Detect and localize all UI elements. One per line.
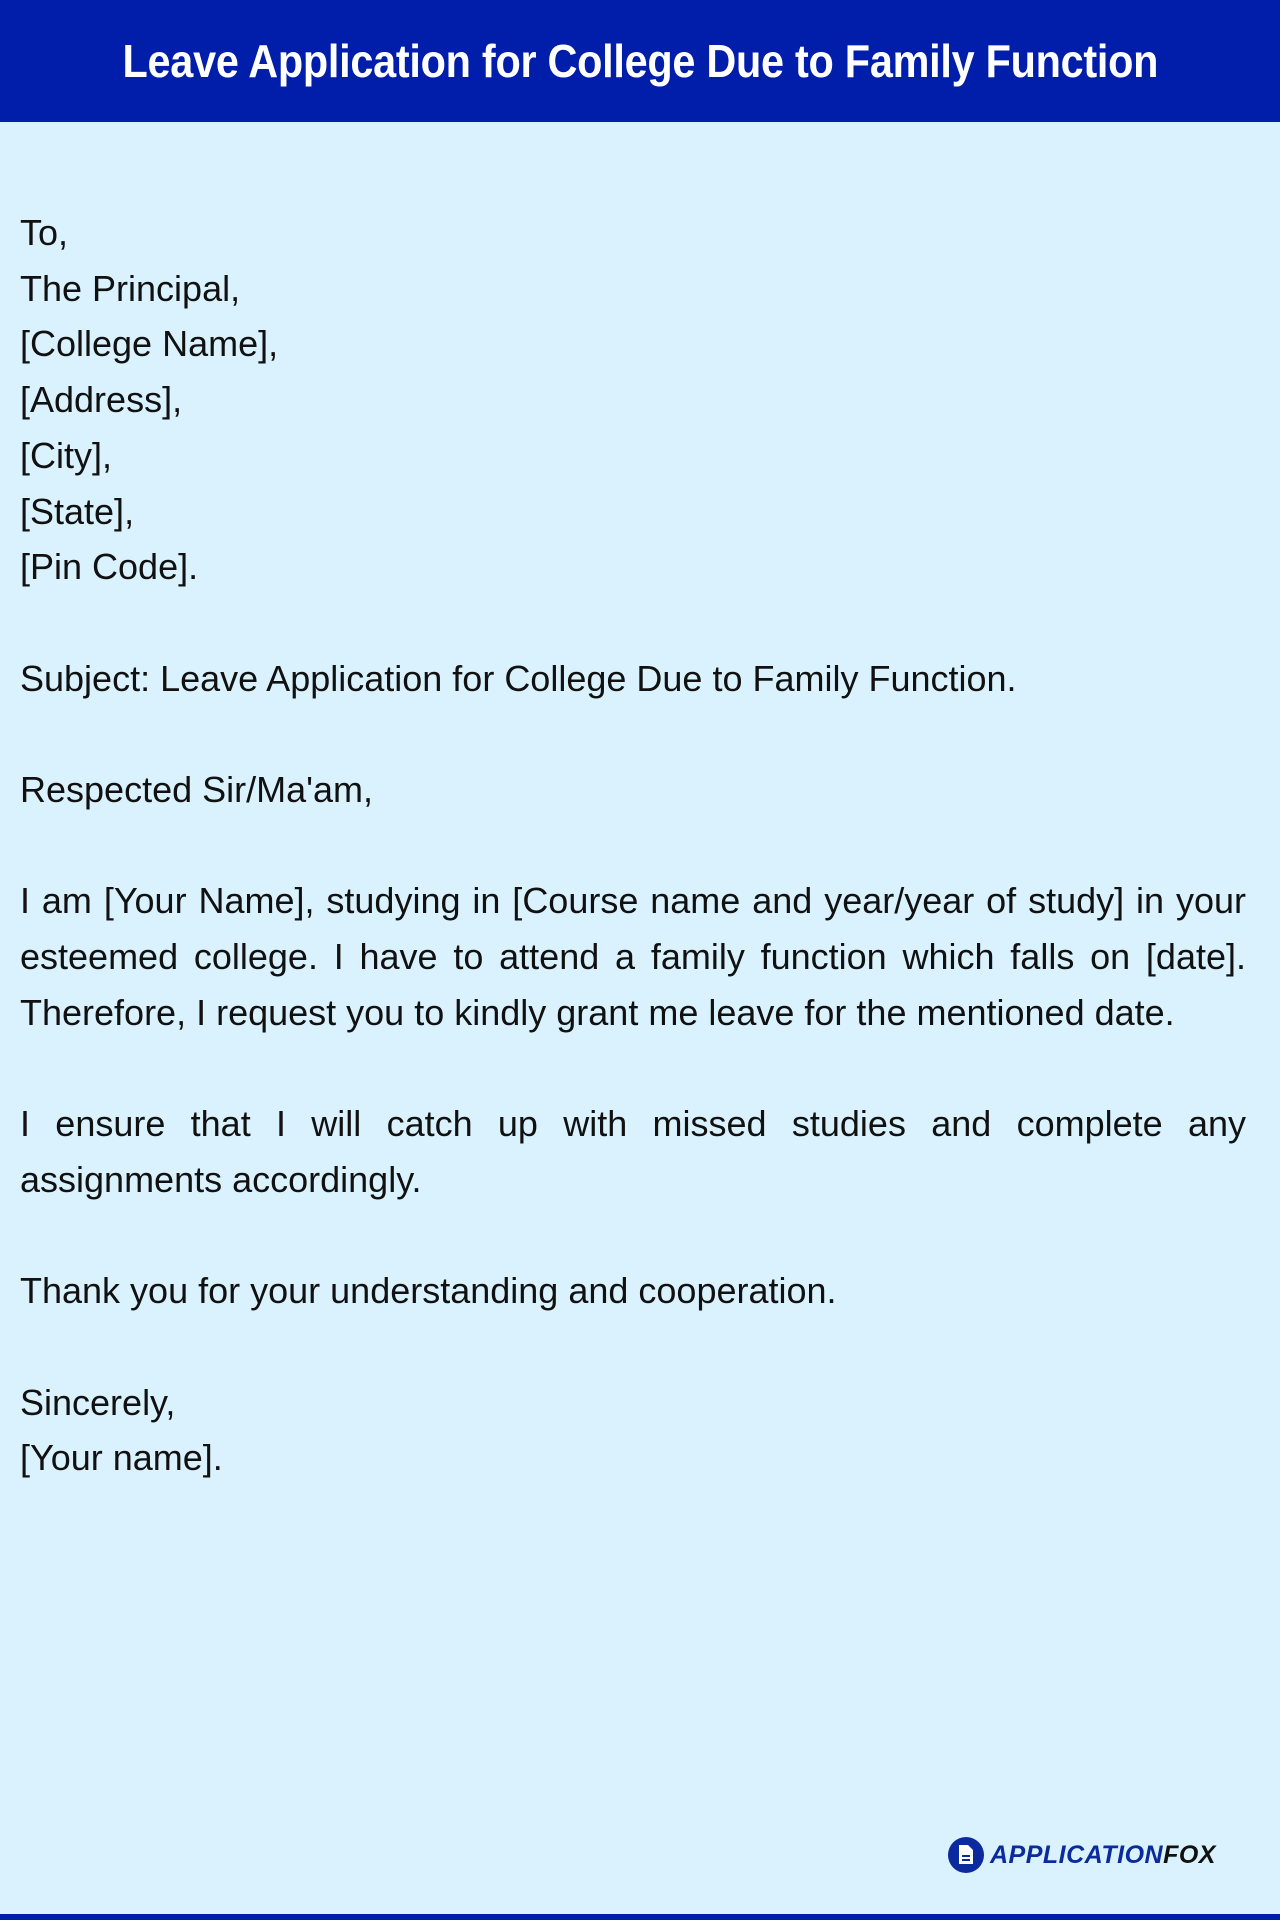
- body-paragraph: Thank you for your understanding and cooperation.: [20, 1270, 837, 1312]
- closing: Sincerely,: [20, 1381, 176, 1423]
- letter-body: [20, 205, 1246, 1542]
- logo-text-fox: FOX: [1163, 1840, 1216, 1869]
- address-line: [Address],: [20, 379, 183, 421]
- signature: [Your name].: [20, 1437, 223, 1479]
- applicationfox-logo: [948, 1837, 1216, 1873]
- title-banner: [0, 0, 1280, 122]
- salutation: Respected Sir/Ma'am,: [20, 769, 374, 810]
- signoff: [20, 1375, 1246, 1486]
- bottom-border: [0, 1914, 1280, 1920]
- document-icon: [948, 1837, 984, 1873]
- recipient-address: [20, 205, 1246, 595]
- address-line: [State],: [20, 490, 135, 532]
- address-line: [College Name],: [20, 323, 279, 365]
- logo-text-application: APPLICATION: [990, 1840, 1164, 1869]
- address-line: [Pin Code].: [20, 546, 199, 588]
- address-line: The Principal,: [20, 267, 241, 309]
- address-line: To,: [20, 212, 69, 253]
- page-title: Leave Application for College Due to Family Function: [122, 35, 1158, 87]
- subject-line: Subject: Leave Application for College Due to Family Function.: [20, 657, 1017, 699]
- address-line: [City],: [20, 434, 113, 476]
- body-paragraph: I am [Your Name], studying in [Course name and year/year of study] in your esteemed college. I have to attend a family function which falls on [date]. Therefore, I request you to kindly grant me leave for the mentioned date.: [20, 880, 1246, 1033]
- body-paragraph: I ensure that I will catch up with missed studies and complete any assignments accordingly.: [20, 1103, 1246, 1200]
